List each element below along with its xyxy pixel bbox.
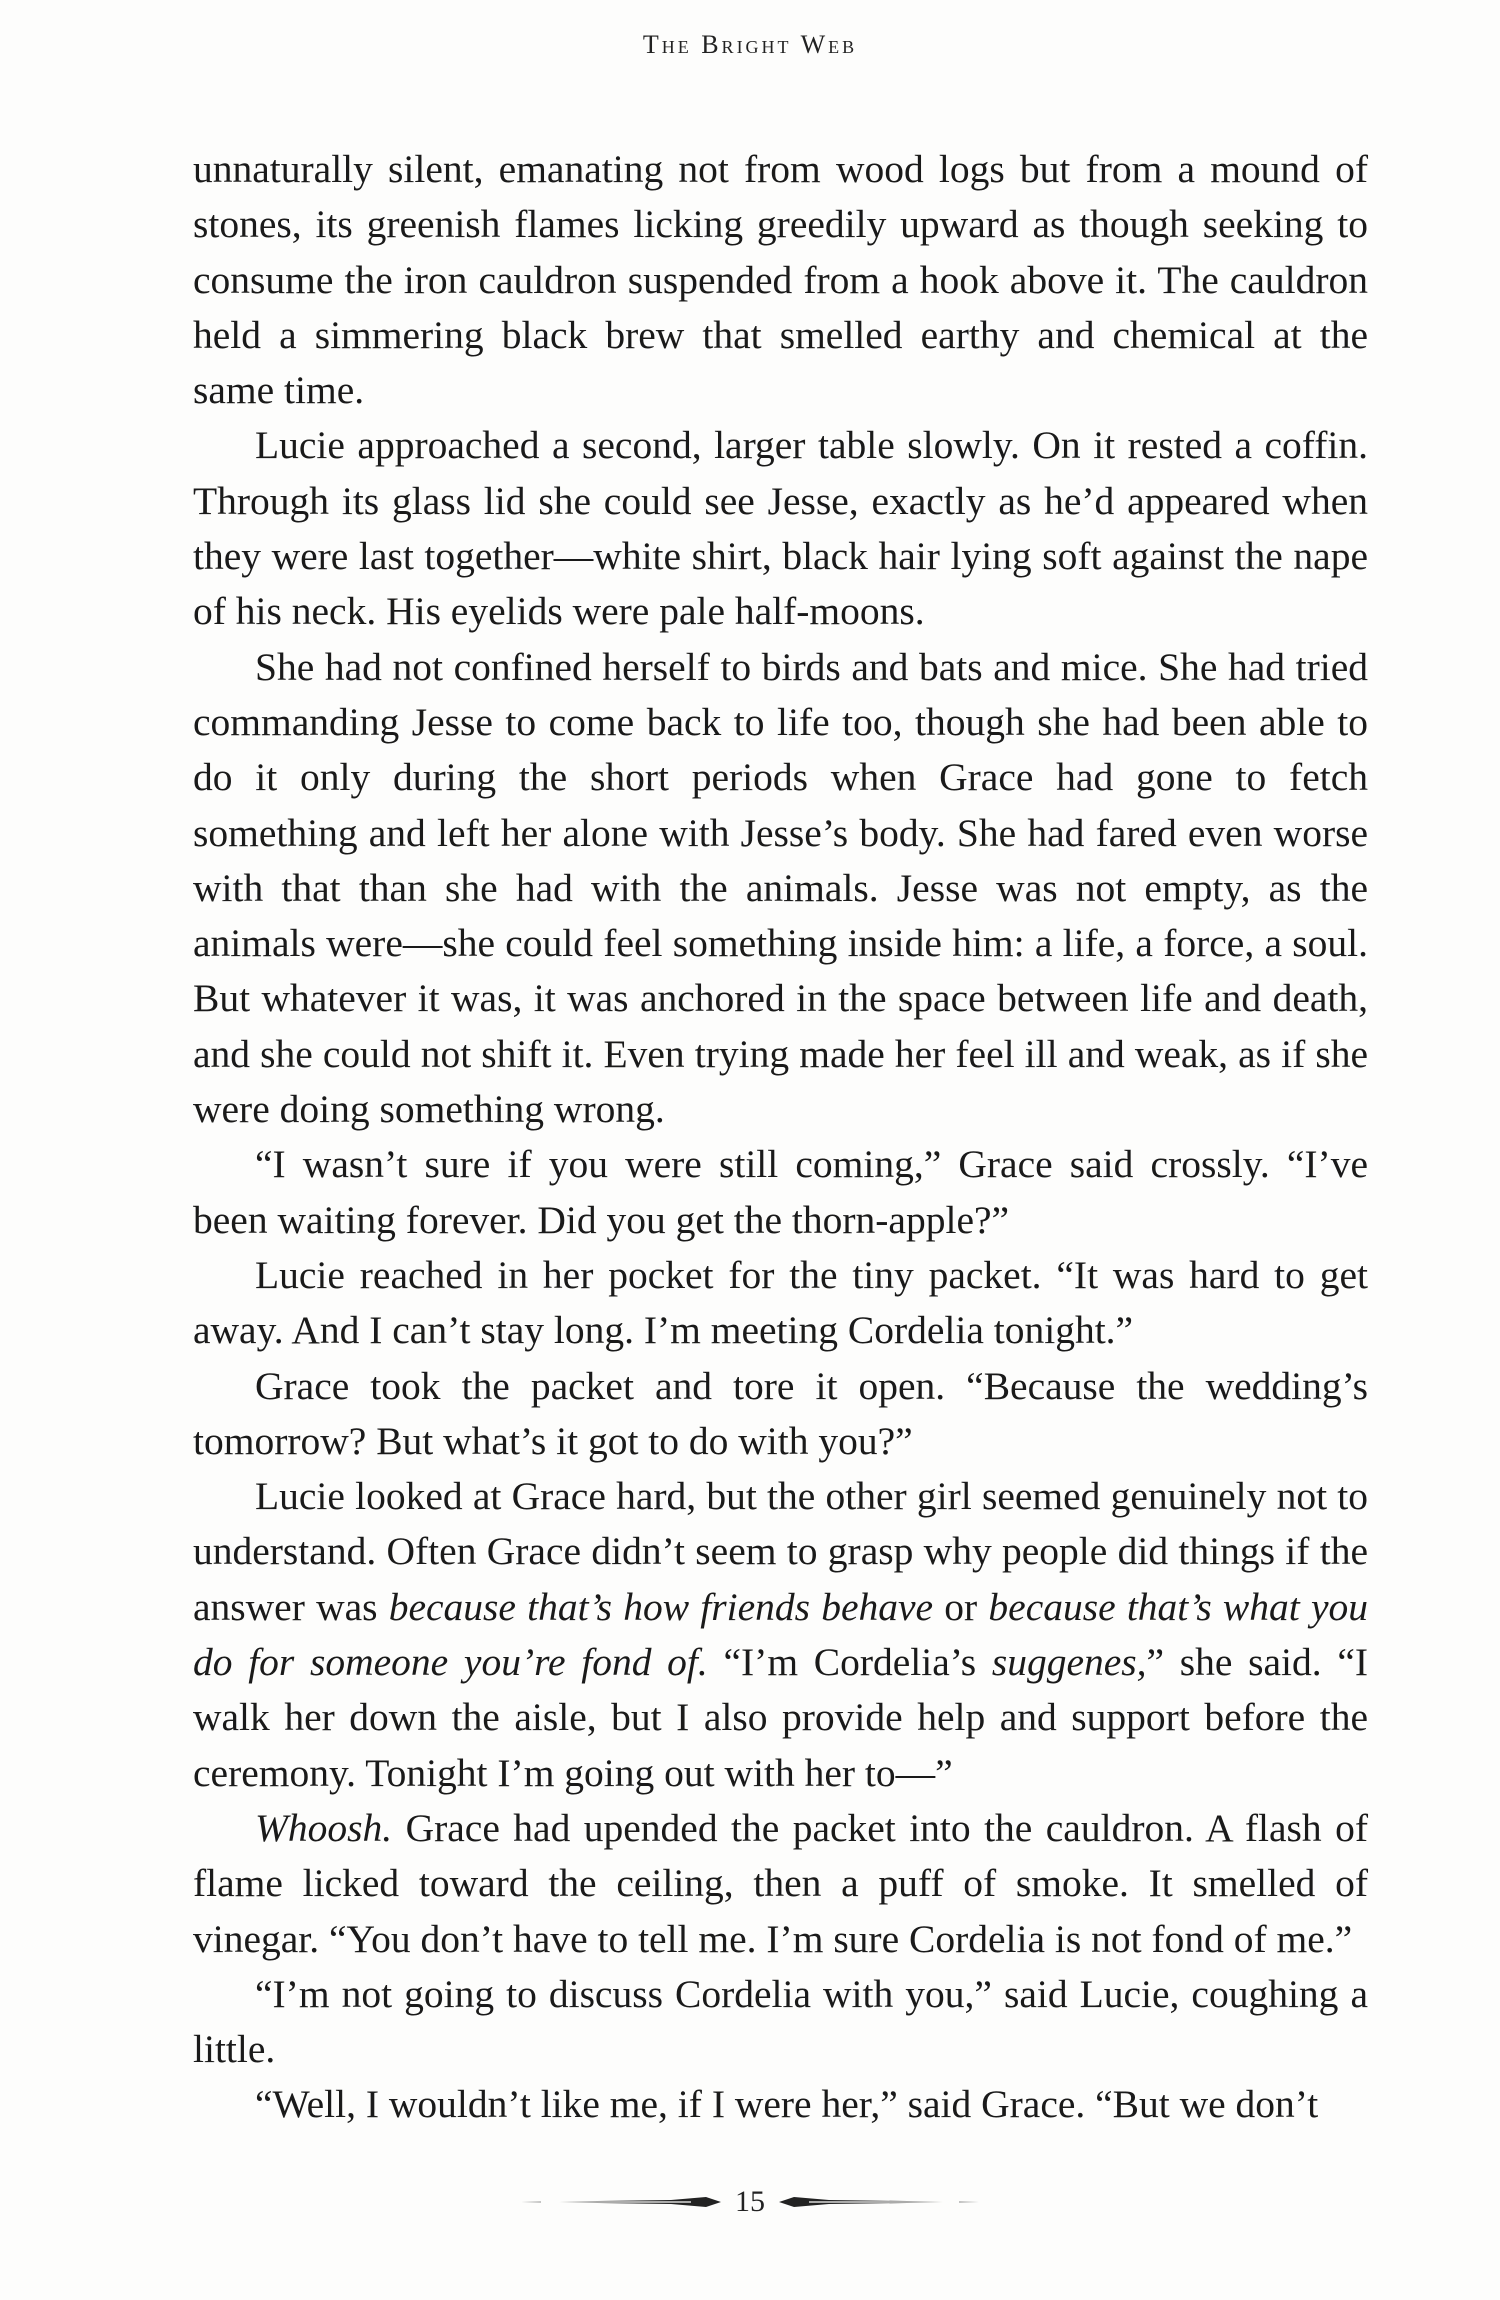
text-run: Lucie approached a second, larger table slowly. On it rested a coffin. Through its glass lid she could see Jesse, exactly as he’d appeared when they were last together—white shirt, black hair lying soft against the nape of his neck. His eyelids were pale half-moons. [193,423,1368,634]
page-footer [0,2185,1500,2219]
paragraph [193,1469,1368,1801]
paragraph [193,418,1368,639]
text-run: “I wasn’t sure if you were still coming,” Grace said crossly. “I’ve been waiting forever. Did you get the thorn-apple?” [193,1142,1368,1242]
text-run: or [933,1584,989,1629]
text-run: “I’m not going to discuss Cordelia with you,” said Lucie, coughing a little. [193,1971,1368,2072]
text-run: Grace had upended the packet into the cauldron. A flash of flame licked toward the ceiling, then a puff of smoke. It smelled of vinegar. “You don’t have to tell me. I’m sure Cordelia is not fond of me.” [193,1805,1368,1961]
text-run: unnaturally silent, emanating not from wood logs but from a mound of stones, its greenish flames licking greedily upward as though seeking to consume the iron cauldron suspended from a hook above it. The cauldron held a simmering black brew that smelled earthy and chemical at the same time. [193,147,1368,413]
text-run: Grace took the packet and tore it open. “Because the wedding’s tomorrow? But what’s it got to do with you?” [193,1363,1368,1463]
page-number: 15 [735,2185,765,2218]
italic-text: because that’s what you do for someone you’re fond of. [193,1584,1368,1685]
text-run: She had not confined herself to birds and bats and mice. She had tried commanding Jesse to come back to life too, though she had been able to do it only during the short periods when Grace had gone to fetch something and left her alone with Jesse’s body. She had fared even worse with that than she had with the animals. Jesse was not empty, as the animals were—she could feel something inside him: a life, a force, a soul. But whatever it was, it was anchored in the space between life and death, and she could not shift it. Even trying made her feel ill and weak, as if she were doing something wrong. [193,644,1368,1132]
body-text [193,142,1368,2133]
paragraph [193,1137,1368,1248]
text-run: ” she said. “I walk her down the aisle, but I also provide help and support before the ceremony. Tonight I’m going out with her to—” [193,1640,1368,1795]
right-ornament-icon [779,2193,979,2211]
left-ornament-icon [521,2193,721,2211]
paragraph [193,142,1368,418]
italic-text: because that’s how friends behave [388,1584,934,1629]
running-head: The Bright Web [642,30,858,59]
text-run: Lucie reached in her pocket for the tiny packet. “It was hard to get away. And I can’t stay long. I’m meeting Cordelia tonight.” [193,1252,1368,1353]
paragraph [193,640,1368,1138]
paragraph [193,2077,1368,2132]
text-run: “I’m Cordelia’s [707,1640,992,1685]
paragraph [193,1359,1368,1470]
italic-text: Whoosh. [255,1805,393,1850]
paragraph [193,1248,1368,1359]
text-run: Lucie looked at Grace hard, but the other girl seemed genuinely not to understand. Often Grace didn’t seem to grasp why people did things if the answer was [193,1474,1368,1629]
paragraph [193,1801,1368,1967]
text-run: “Well, I wouldn’t like me, if I were her,” said Grace. “But we don’t [255,2082,1319,2127]
paragraph [193,1967,1368,2078]
italic-text: suggenes, [991,1640,1147,1685]
